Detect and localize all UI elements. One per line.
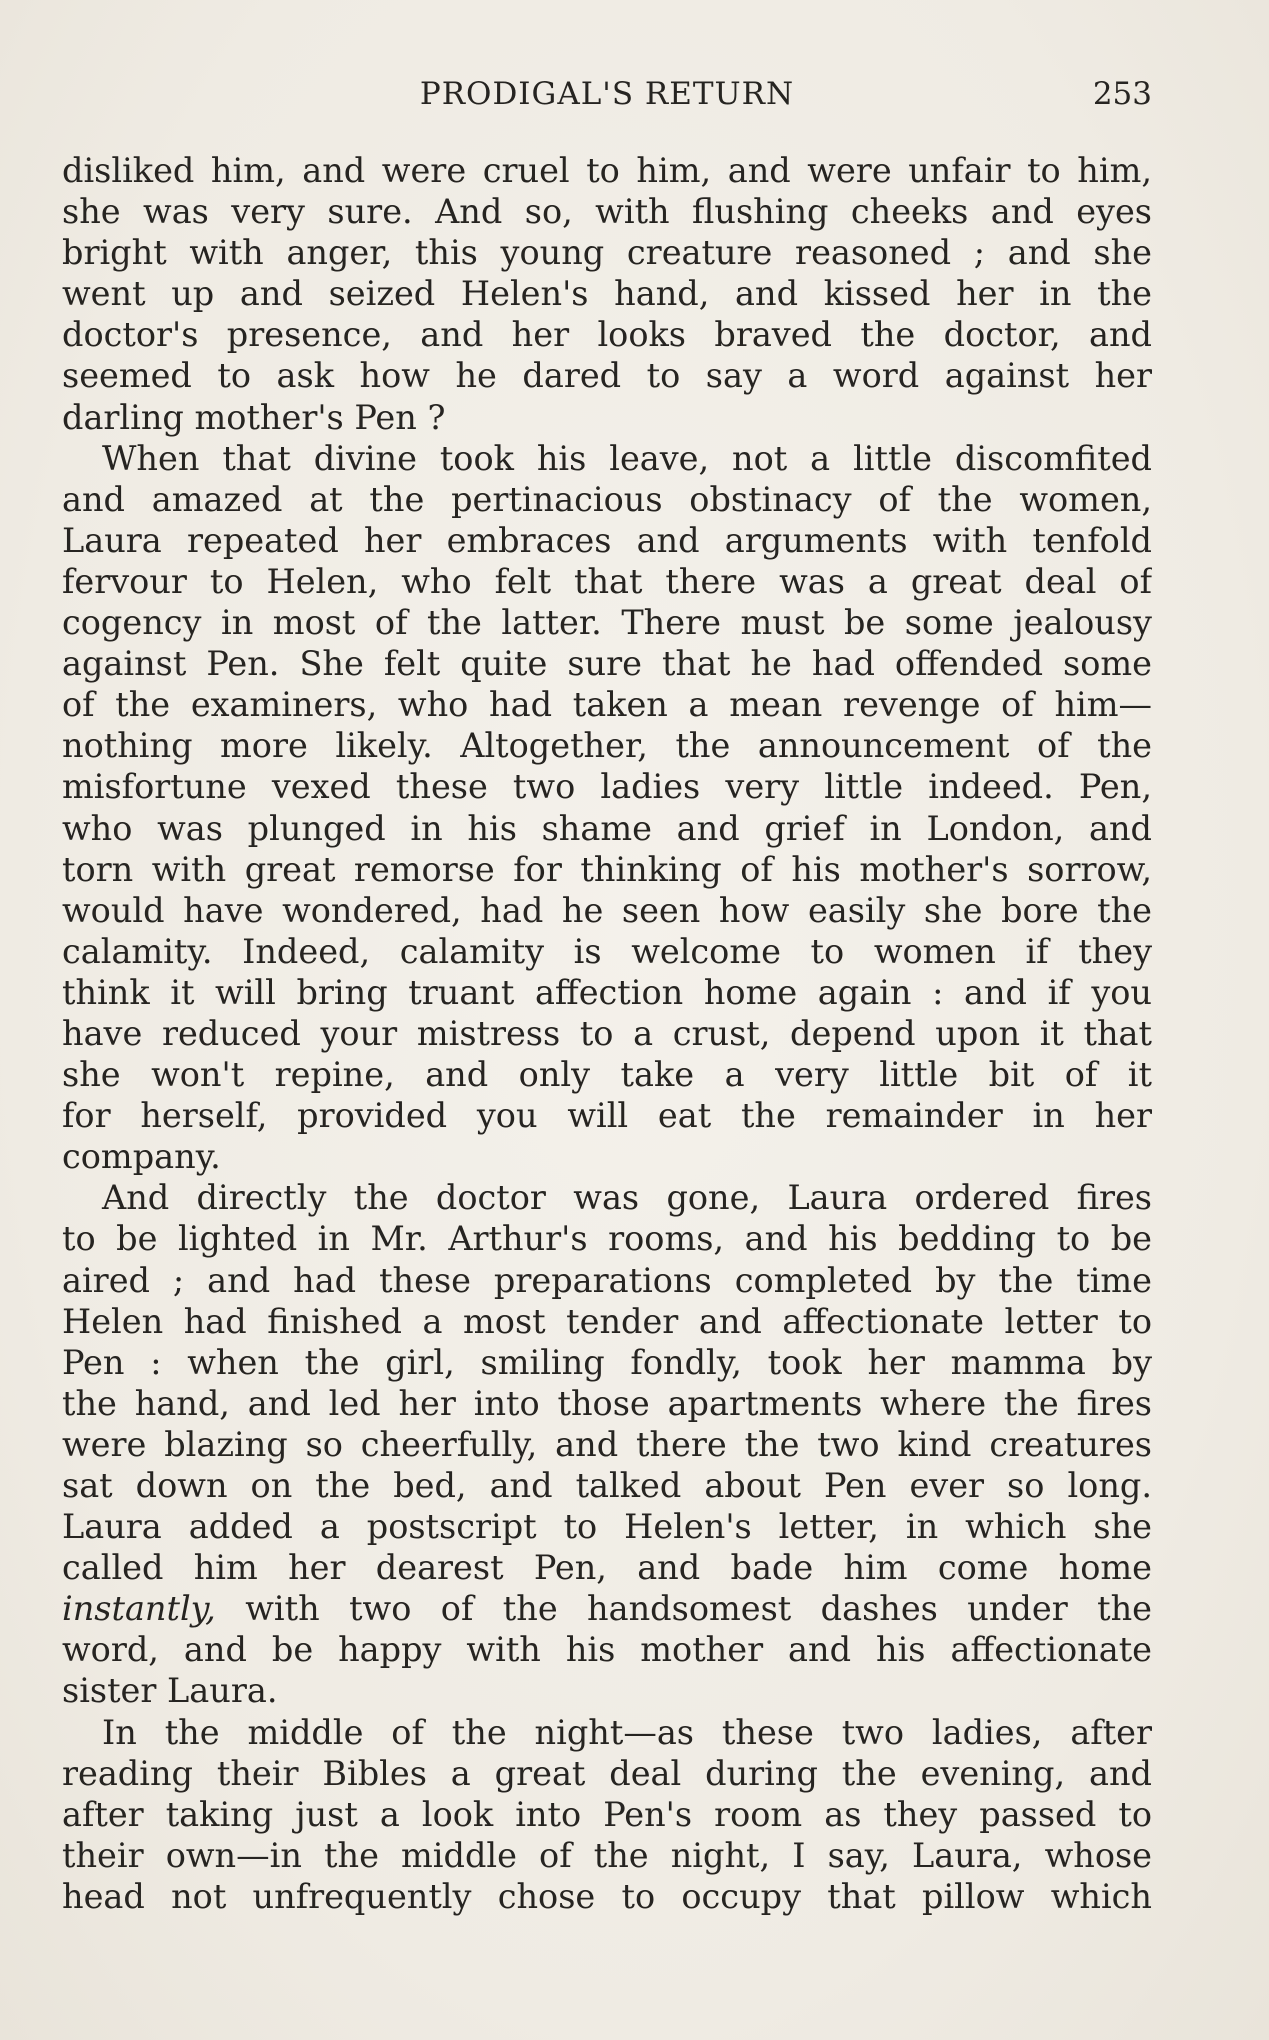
body-text (62, 150, 1152, 1917)
text-line: Pen : when the girl, smiling fondly, took her mamma by (62, 1342, 1152, 1382)
text-line (62, 1588, 1152, 1629)
running-head (62, 72, 1152, 120)
text-line: seemed to ask how he dared to say a word against her (62, 356, 1152, 396)
text-line: and amazed at the pertinacious obstinacy of the women, (62, 479, 1152, 519)
text-line: head not unfrequently chose to occupy that pillow which (62, 1876, 1152, 1916)
text-line: the hand, and led her into those apartments where the fires (62, 1383, 1152, 1423)
text-line: calamity. Indeed, calamity is welcome to women if they (62, 931, 1152, 971)
text-line: disliked him, and were cruel to him, and were unfair to him, (62, 151, 1152, 190)
text-line: went up and seized Helen's hand, and kissed her in the (62, 274, 1152, 314)
text-line: would have wondered, had he seen how easily she bore the (62, 890, 1152, 930)
text-line: were blazing so cheerfully, and there the two kind creatures (62, 1424, 1152, 1464)
text-line: called him her dearest Pen, and bade him come home (62, 1548, 1152, 1588)
text-line: aired ; and had these preparations completed by the time (62, 1260, 1152, 1300)
text-line: darling mother's Pen ? (62, 397, 446, 437)
text-line: torn with great remorse for thinking of his mother's sorrow, (62, 849, 1152, 889)
text-line: bright with anger, this young creature reasoned ; and she (62, 233, 1152, 273)
text-line: she won't repine, and only take a very little bit of it (62, 1055, 1152, 1095)
text-line: company. (62, 1137, 221, 1177)
italic-word: instantly, (62, 1589, 216, 1629)
line-text: with two of the handsomest dashes under the (215, 1589, 1152, 1629)
text-line: of the examiners, who had taken a mean revenge of him— (62, 685, 1152, 725)
text-line: Laura added a postscript to Helen's letter, in which she (62, 1507, 1152, 1547)
text-line: for herself, provided you will eat the remainder in her (62, 1096, 1152, 1136)
text-line: word, and be happy with his mother and his affectionate (62, 1630, 1152, 1670)
text-line: against Pen. She felt quite sure that he had offended some (62, 644, 1152, 684)
text-line: doctor's presence, and her looks braved the doctor, and (62, 315, 1152, 355)
text-line: who was plunged in his shame and grief in London, and (62, 808, 1152, 848)
text-line: cogency in most of the latter. There must be some jealousy (62, 603, 1152, 643)
text-line: nothing more likely. Altogether, the announcement of the (62, 726, 1152, 766)
text-line: reading their Bibles a great deal during the evening, and (62, 1753, 1152, 1793)
text-line: When that divine took his leave, not a little discomfited (102, 438, 1152, 478)
text-line: she was very sure. And so, with flushing cheeks and eyes (62, 192, 1152, 232)
text-line: their own—in the middle of the night, I say, Laura, whose (62, 1835, 1152, 1875)
text-line: sat down on the bed, and talked about Pen ever so long. (62, 1466, 1152, 1505)
page-number: 253 (1092, 76, 1152, 112)
text-line: misfortune vexed these two ladies very little indeed. Pen, (62, 767, 1152, 807)
text-line: to be lighted in Mr. Arthur's rooms, and his bedding to be (62, 1219, 1152, 1259)
text-line: Helen had finished a most tender and affectionate letter to (62, 1301, 1152, 1341)
text-line: have reduced your mistress to a crust, depend upon it that (62, 1013, 1152, 1053)
text-line: think it will bring truant affection home again : and if you (62, 972, 1152, 1012)
text-line: Laura repeated her embraces and arguments with tenfold (62, 520, 1152, 560)
text-line: after taking just a look into Pen's room as they passed to (62, 1794, 1152, 1834)
text-line: In the middle of the night—as these two ladies, after (102, 1712, 1152, 1752)
text-line: fervour to Helen, who felt that there was a great deal of (62, 561, 1152, 601)
text-line: And directly the doctor was gone, Laura ordered fires (102, 1178, 1152, 1218)
running-title: PRODIGAL'S RETURN (419, 76, 795, 112)
text-line: sister Laura. (62, 1671, 278, 1711)
